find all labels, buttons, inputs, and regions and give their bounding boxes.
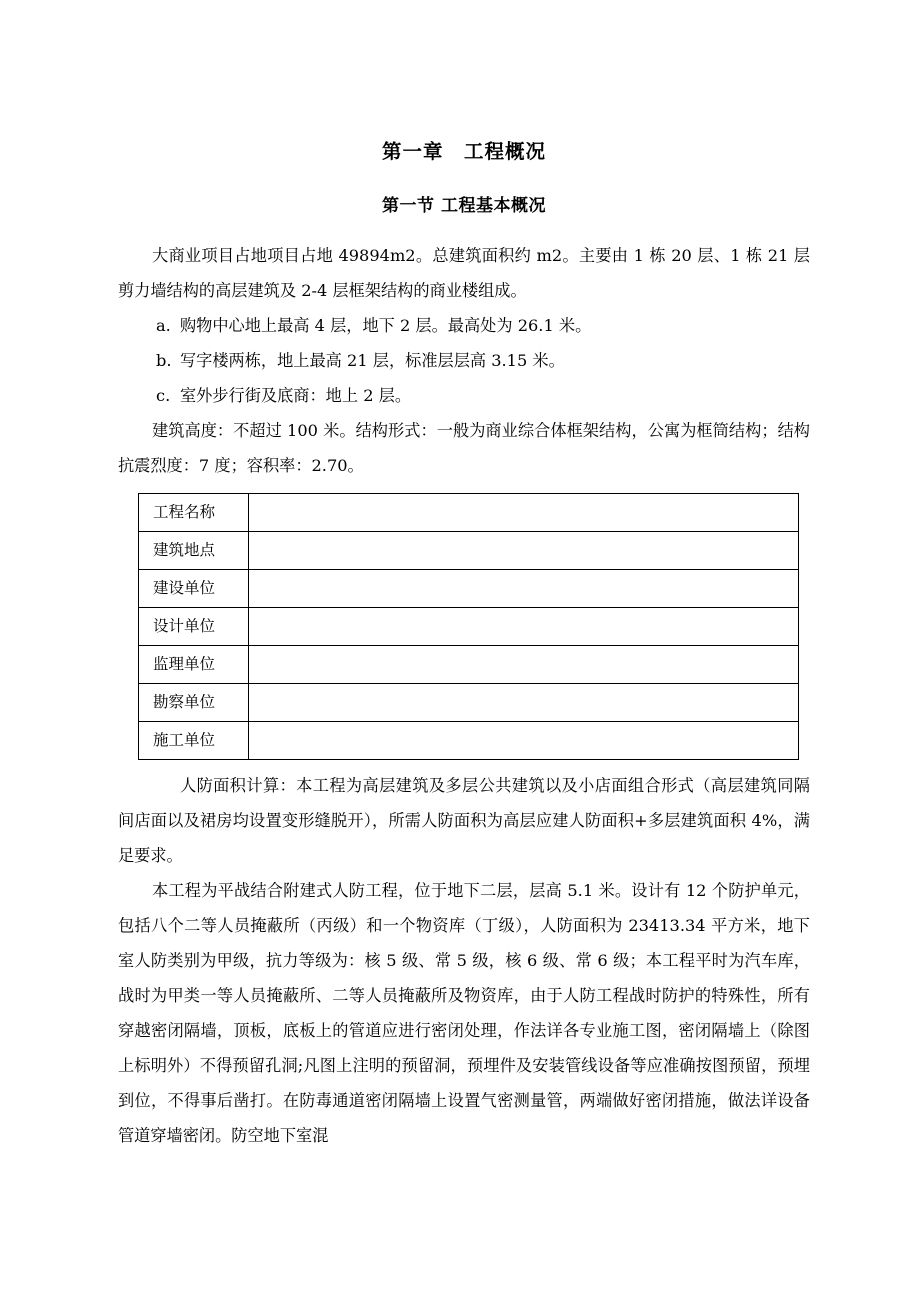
- table-row: [139, 646, 799, 684]
- list-item: [118, 308, 810, 343]
- table-cell-label: 勘察单位: [139, 684, 249, 722]
- table-cell-value[interactable]: [249, 684, 799, 722]
- list-item: [118, 378, 810, 413]
- table-cell-value[interactable]: [249, 722, 799, 760]
- table-row: [139, 608, 799, 646]
- table-cell-label: 建设单位: [139, 570, 249, 608]
- table-row: [139, 722, 799, 760]
- table-cell-label: 工程名称: [139, 494, 249, 532]
- table-cell-value[interactable]: [249, 532, 799, 570]
- project-info-table-wrapper: [118, 483, 810, 760]
- table-cell-label: 施工单位: [139, 722, 249, 760]
- page-title: 第一章 工程概况: [381, 140, 546, 163]
- table-cell-label: 设计单位: [139, 608, 249, 646]
- table-cell-value[interactable]: [249, 570, 799, 608]
- list-item-marker: c.: [156, 386, 171, 406]
- list-item: [118, 343, 810, 378]
- table-row: [139, 684, 799, 722]
- paragraph-height-structure: 建筑高度：不超过 100 米。结构形式：一般为商业综合体框架结构，公寓为框筒结构；结构抗震烈度：7 度；容积率：2.70。: [118, 421, 810, 476]
- building-list: [118, 308, 810, 413]
- paragraph-civil-defense-detail: 本工程为平战结合附建式人防工程，位于地下二层，层高 5.1 米。设计有 12 个防护单元，包括八个二等人员掩蔽所（丙级）和一个物资库（丁级），人防面积为 23413.34 平方米，地下室人防类别为甲级，抗力等级为：核 5 级、常 5 级，核 6 级、常 6 级；本工程平时为汽车库，战时为甲类一等人员掩蔽所、二等人员掩蔽所及物资库，由于人防工程战时防护的特殊性，所有穿越密闭隔墙，顶板，底板上的管道应进行密闭处理，作法详各专业施工图，密闭隔墙上（除图上标明外）不得预留孔洞;凡图上注明的预留洞，预埋件及安装管线设备等应准确按图预留，预埋到位，不得事后凿打。在防毒通道密闭隔墙上设置气密测量管，两端做好密闭措施，做法详设备管道穿墙密闭。防空地下室混: [118, 881, 810, 1146]
- table-cell-value[interactable]: [249, 608, 799, 646]
- list-item-label: 室外步行街及底商：地上 2 层。: [180, 386, 412, 406]
- paragraph-civil-defense-area: 人防面积计算：本工程为高层建筑及多层公共建筑以及小店面组合形式（高层建筑同隔间店面以及裙房均设置变形缝脱开），所需人防面积为高层应建人防面积+多层建筑面积 4%，满足要求。: [118, 776, 810, 866]
- table-cell-value[interactable]: [249, 646, 799, 684]
- table-row: [139, 570, 799, 608]
- spacer: [118, 760, 810, 768]
- page-content: [118, 0, 810, 1153]
- table-cell-label: 监理单位: [139, 646, 249, 684]
- list-item-label: 购物中心地上最高 4 层，地下 2 层。最高处为 26.1 米。: [180, 316, 592, 336]
- paragraph-overview: 大商业项目占地项目占地 49894m2。总建筑面积约 m2。主要由 1 栋 20 层、1 栋 21 层剪力墙结构的高层建筑及 2-4 层框架结构的商业楼组成。: [118, 246, 810, 301]
- list-item-marker: a.: [156, 316, 171, 336]
- list-item-marker: b.: [156, 351, 172, 371]
- section-title: 第一节 工程基本概况: [382, 196, 546, 217]
- table-cell-value[interactable]: [249, 494, 799, 532]
- table-row: [139, 532, 799, 570]
- table-cell-label: 建筑地点: [139, 532, 249, 570]
- table-row: [139, 494, 799, 532]
- project-info-table: [138, 493, 799, 760]
- list-item-label: 写字楼两栋，地上最高 21 层，标准层层高 3.15 米。: [180, 351, 565, 371]
